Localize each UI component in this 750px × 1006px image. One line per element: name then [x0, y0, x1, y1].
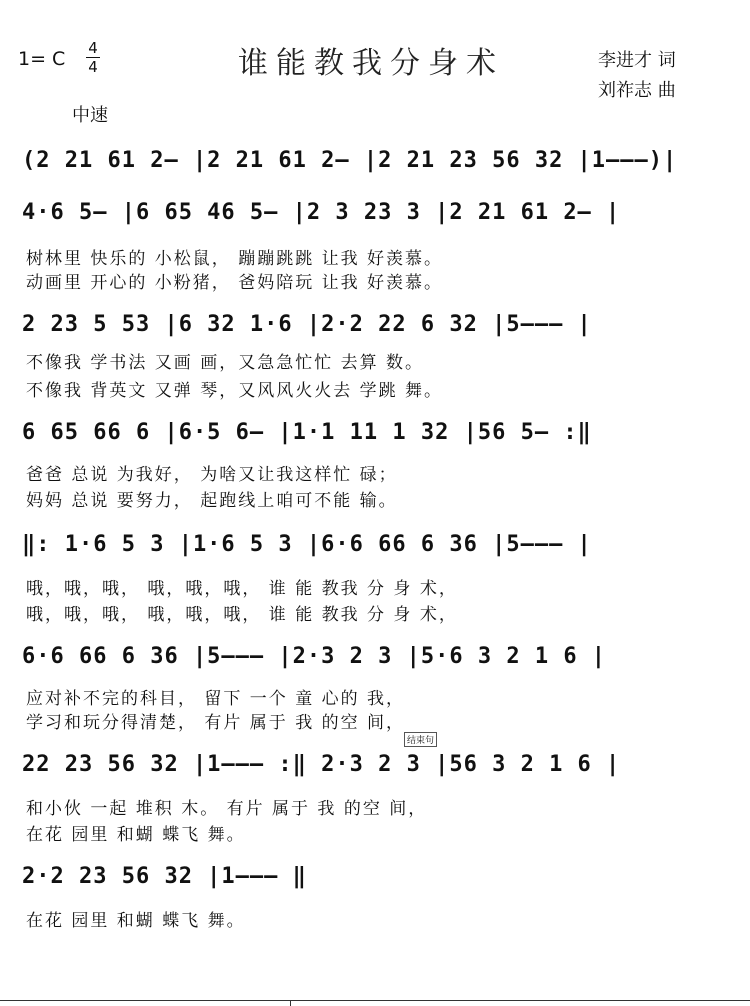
notation-line-1: (2 21 61 2— |2 21 61 2— |2 21 23 56 32 |1———)| [22, 148, 678, 173]
key-signature: 1= C [18, 48, 66, 70]
lyric-line-8a: 在花 园里 和蝴 蝶飞 舞。 [26, 911, 246, 931]
notation-line-5: ‖: 1·6 5 3 |1·6 5 3 |6·6 66 6 36 |5——— | [22, 532, 592, 557]
lyric-line-2b: 动画里 开心的 小粉猪， 爸妈陪玩 让我 好羡慕。 [26, 273, 444, 293]
lyric-line-4a: 爸爸 总说 为我好， 为啥又让我这样忙 碌； [26, 465, 398, 485]
footer-tick [290, 1000, 291, 1006]
notation-line-2: 4·6 5— |6 65 46 5— |2 3 23 3 |2 21 61 2— | [22, 200, 621, 225]
composer-credit: 刘祚志 曲 [598, 80, 676, 101]
notation-line-3: 2 23 5 53 |6 32 1·6 |2·2 22 6 32 |5——— | [22, 312, 592, 337]
lyric-line-6b: 学习和玩分得清楚， 有片 属于 我 的空 间， [26, 713, 406, 733]
notation-line-6: 6·6 66 6 36 |5——— |2·3 2 3 |5·6 3 2 1 6 | [22, 644, 607, 669]
meter-bottom: 4 [88, 58, 98, 76]
lyricist-credit: 李进才 词 [598, 50, 676, 71]
lyric-line-5b: 哦，哦，哦， 哦，哦，哦， 谁 能 教我 分 身 术， [26, 605, 458, 625]
lyric-line-2a: 树林里 快乐的 小松鼠， 蹦蹦跳跳 让我 好羡慕。 [26, 249, 444, 269]
tempo-marking: 中速 [72, 105, 108, 126]
lyric-line-7a: 和小伙 一起 堆积 木。 有片 属于 我 的空 间， [26, 799, 428, 819]
notation-line-4: 6 65 66 6 |6·5 6— |1·1 11 1 32 |56 5— :‖ [22, 420, 592, 445]
time-signature [86, 40, 100, 75]
lyric-line-7b: 在花 园里 和蝴 蝶飞 舞。 [26, 825, 246, 845]
notation-line-7: 22 23 56 32 |1——— :‖ 2·3 2 3 |56 3 2 1 6 | [22, 752, 621, 777]
lyric-line-5a: 哦，哦，哦， 哦，哦，哦， 谁 能 教我 分 身 术， [26, 579, 458, 599]
song-title: 谁能教我分身术 [238, 46, 504, 81]
lyric-line-3b: 不像我 背英文 又弹 琴，又风风火火去 学跳 舞。 [26, 381, 444, 401]
lyric-line-4b: 妈妈 总说 要努力， 起跑线上咱可不能 输。 [26, 491, 398, 511]
meter-top: 4 [88, 39, 98, 57]
ending-marker: 结束句 [404, 732, 437, 747]
footer-divider [0, 1000, 750, 1001]
notation-line-8: 2·2 23 56 32 |1——— ‖ [22, 864, 307, 889]
lyric-line-6a: 应对补不完的科目， 留下 一个 童 心的 我， [26, 689, 406, 709]
lyric-line-3a: 不像我 学书法 又画 画，又急急忙忙 去算 数。 [26, 353, 425, 373]
